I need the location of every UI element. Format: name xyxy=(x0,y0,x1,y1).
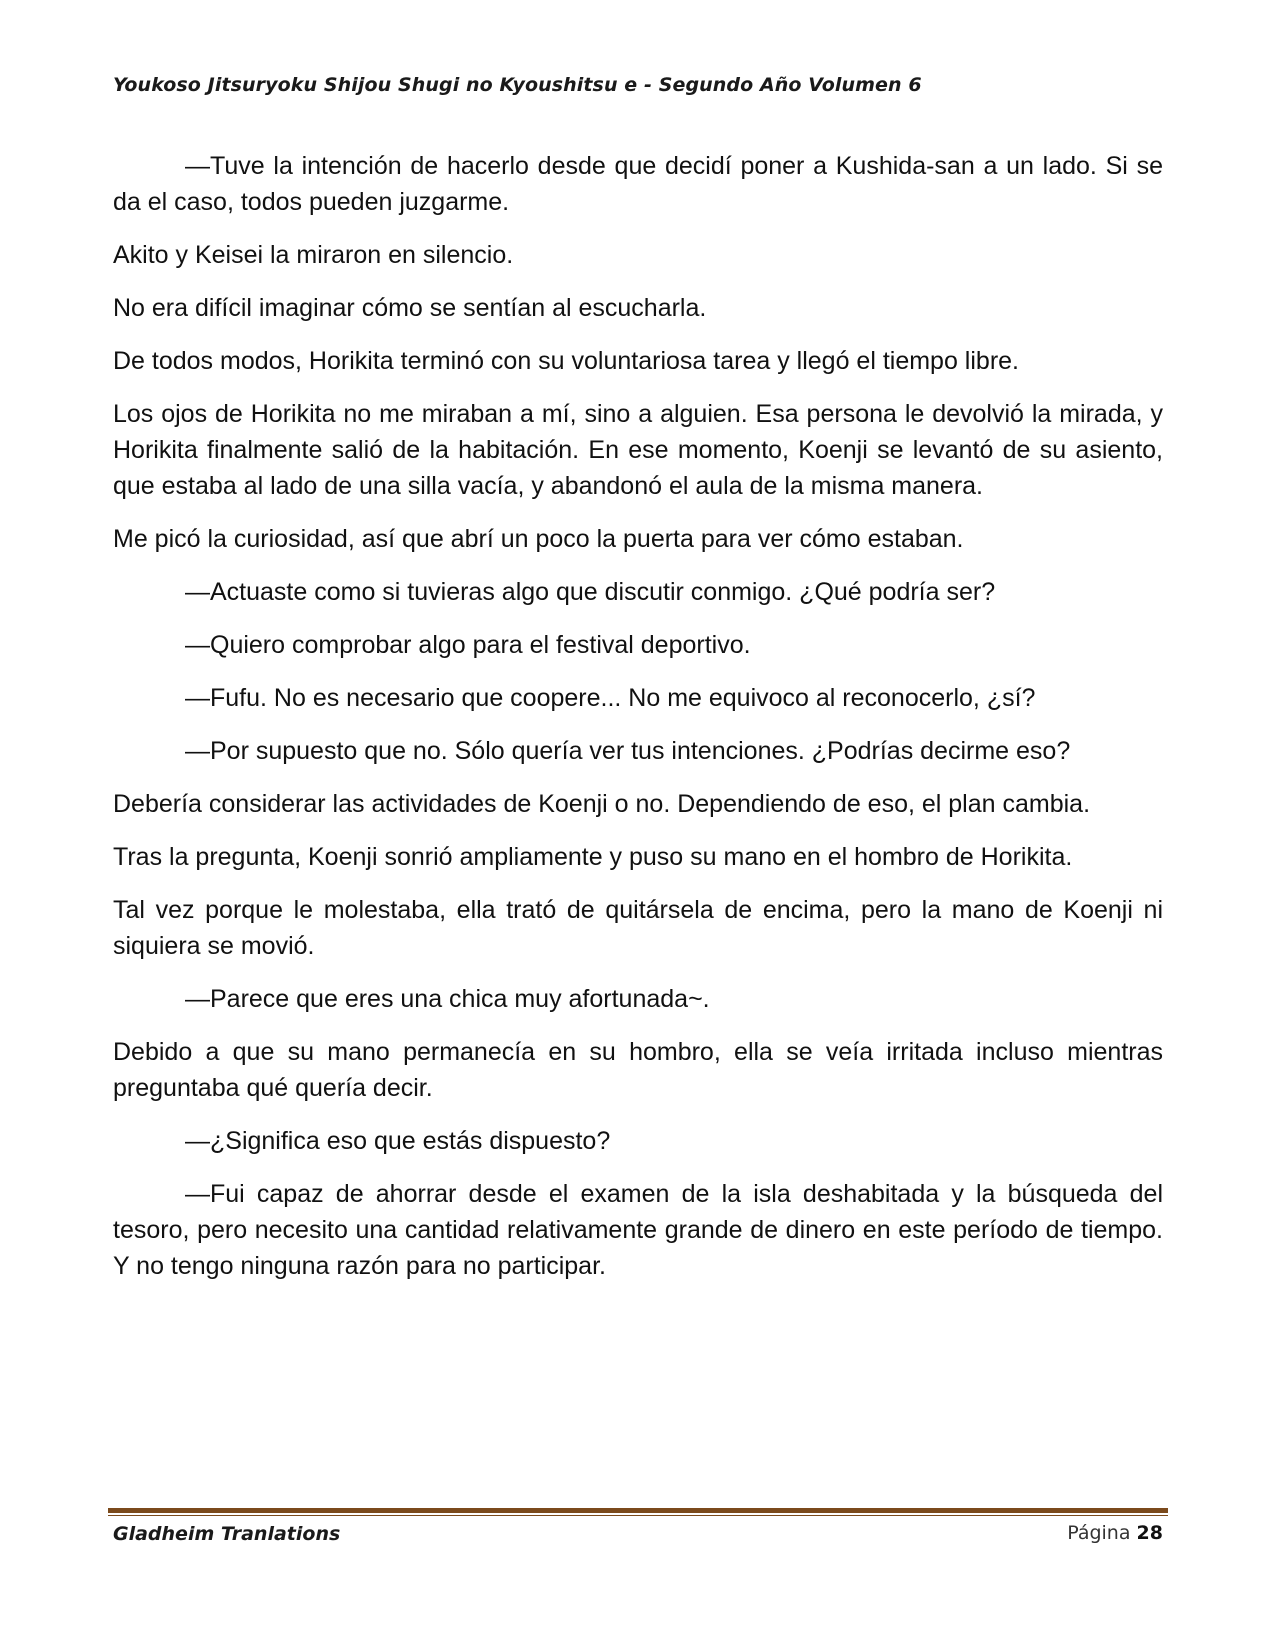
paragraph: Me picó la curiosidad, así que abrí un poco la puerta para ver cómo estaban. xyxy=(113,525,964,553)
footer-rule-thick xyxy=(108,1508,1168,1513)
paragraph: —Tuve la intención de hacerlo desde que decidí poner a Kushida-san a un lado. Si se da el caso, todos pueden juzgarme. xyxy=(113,152,1163,216)
page-number-value: 28 xyxy=(1136,1522,1163,1544)
paragraph: Debido a que su mano permanecía en su hombro, ella se veía irritada incluso mientras preguntaba qué quería decir. xyxy=(113,1038,1163,1102)
paragraph: —Fufu. No es necesario que coopere... No me equivoco al reconocerlo, ¿sí? xyxy=(185,684,1036,712)
paragraph: Tras la pregunta, Koenji sonrió ampliamente y puso su mano en el hombro de Horikita. xyxy=(113,843,1073,871)
paragraph: Debería considerar las actividades de Koenji o no. Dependiendo de eso, el plan cambia. xyxy=(113,790,1091,818)
paragraph: —Actuaste como si tuvieras algo que discutir conmigo. ¿Qué podría ser? xyxy=(185,578,996,606)
paragraph: Tal vez porque le molestaba, ella trató de quitársela de encima, pero la mano de Koenji ni siquiera se movió. xyxy=(113,896,1163,960)
footer-rule-thin xyxy=(108,1515,1168,1516)
paragraph: Akito y Keisei la miraron en silencio. xyxy=(113,241,514,269)
footer-credit: Gladheim Tranlations xyxy=(113,1523,341,1545)
paragraph: De todos modos, Horikita terminó con su voluntariosa tarea y llegó el tiempo libre. xyxy=(113,347,1019,375)
paragraph: No era difícil imaginar cómo se sentían al escucharla. xyxy=(113,294,707,322)
page-number xyxy=(1067,1522,1163,1544)
paragraph: —Parece que eres una chica muy afortunada~. xyxy=(185,985,710,1013)
paragraph: —Fui capaz de ahorrar desde el examen de la isla deshabitada y la búsqueda del tesoro, pero necesito una cantidad relativamente grande de dinero en este período de tiempo. Y no tengo ninguna razón para no participar. xyxy=(113,1180,1163,1280)
page-label: Página xyxy=(1067,1522,1131,1544)
paragraph: Los ojos de Horikita no me miraban a mí, sino a alguien. Esa persona le devolvió la mirada, y Horikita finalmente salió de la habitación. En ese momento, Koenji se levantó de su asiento, que estaba al lado de una silla vacía, y abandonó el aula de la misma manera. xyxy=(113,400,1163,500)
paragraph: —Quiero comprobar algo para el festival deportivo. xyxy=(185,631,751,659)
running-header: Youkoso Jitsuryoku Shijou Shugi no Kyoushitsu e - Segundo Año Volumen 6 xyxy=(113,74,922,96)
page-body xyxy=(113,148,1163,1301)
footer-rule xyxy=(108,1508,1168,1516)
paragraph: —¿Significa eso que estás dispuesto? xyxy=(185,1127,611,1155)
paragraph: —Por supuesto que no. Sólo quería ver tus intenciones. ¿Podrías decirme eso? xyxy=(185,737,1071,765)
